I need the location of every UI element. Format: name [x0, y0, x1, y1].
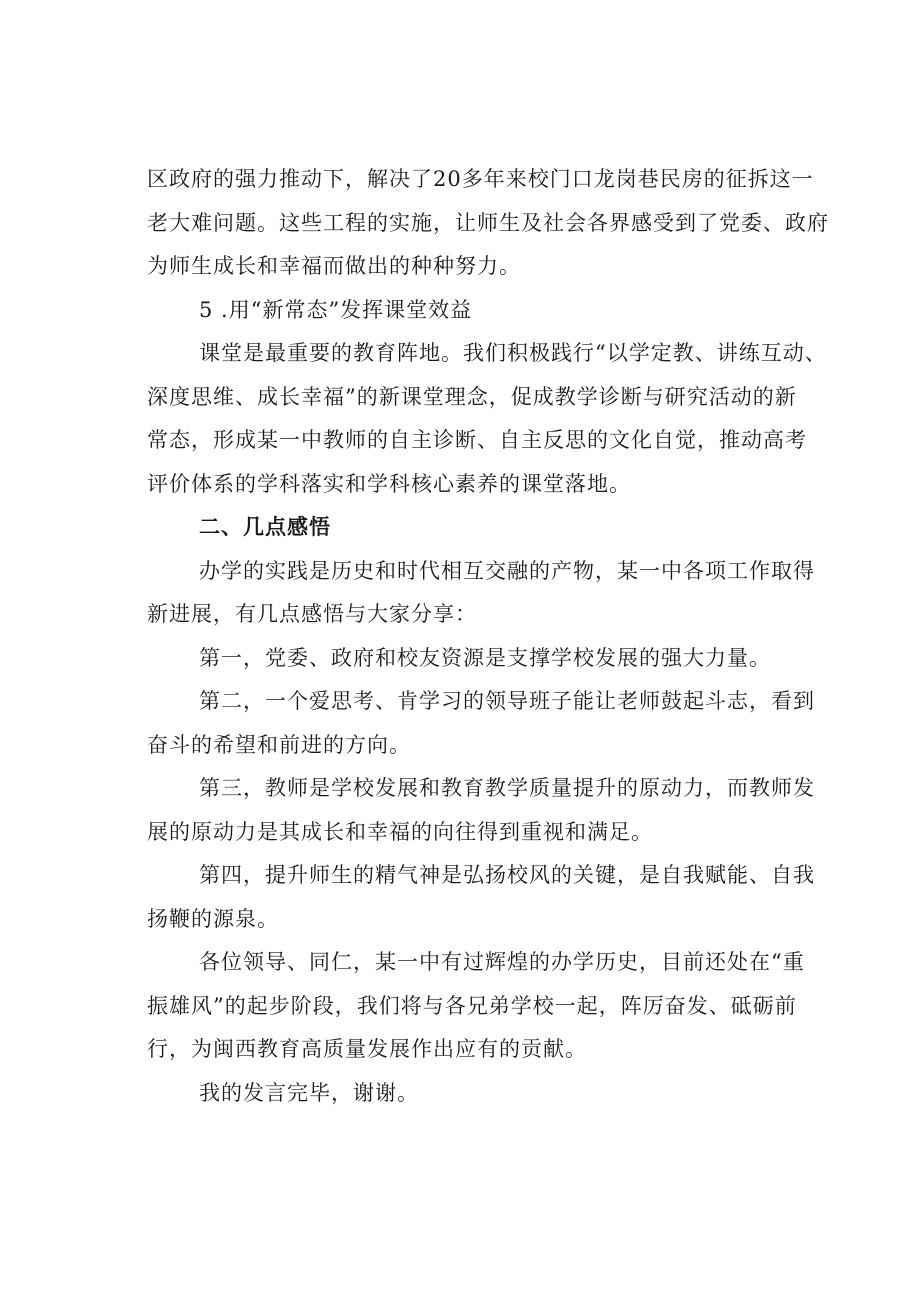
- document-body: [147, 158, 829, 1115]
- paragraph-line: 行，为闽西教育高质量发展作出应有的贡献。: [147, 1037, 587, 1061]
- paragraph-line: 第二，一个爱思考、肯学习的领导班子能让老师鼓起斗志，看到: [199, 689, 815, 713]
- paragraph-line: 老大难问题。这些工程的实施，让师生及社会各界感受到了党委、政府: [147, 210, 829, 235]
- paragraph-line: 展的原动力是其成长和幸福的向往得到重视和满足。: [147, 819, 653, 844]
- paragraph-line: 办学的实践是历史和时代相互交融的产物，某一中各项工作取得: [199, 558, 815, 583]
- paragraph-line: 深度思维、成长幸福”的新课堂理念，促成教学诊断与研究活动的新: [147, 384, 797, 409]
- paragraph-line: 区政府的强力推动下，解决了20多年来校门口龙岗巷民房的征拆这一: [147, 167, 814, 191]
- paragraph-line: 第三，教师是学校发展和教育教学质量提升的原动力，而教师发: [199, 776, 815, 800]
- paragraph-line: 奋斗的希望和前进的方向。: [147, 732, 411, 757]
- paragraph-line: 常态，形成某一中教师的自主诊断、自主反思的文化自觉，推动高考: [147, 428, 807, 452]
- paragraph-line: 各位领导、同仁，某一中有过辉煌的办学历史，目前还处在“重: [199, 950, 805, 974]
- paragraph-line: 振雄风”的起步阶段，我们将与各兄弟学校一起，阵厉奋发、砥砺前: [147, 993, 797, 1018]
- paragraph-line: 课堂是最重要的教育阵地。我们积极践行“以学定教、讲练互动、: [199, 341, 827, 365]
- section-heading: 二、几点感悟: [199, 515, 331, 539]
- paragraph-line: 第四，提升师生的精气神是弘扬校风的关键，是自我赋能、自我: [199, 863, 815, 887]
- closing-line: 我的发言完毕，谢谢。: [199, 1080, 419, 1105]
- paragraph-line: 第一，党委、政府和校友资源是支撑学校发展的强大力量。: [199, 645, 771, 670]
- paragraph-line: 新进展，有几点感悟与大家分享：: [147, 602, 477, 626]
- paragraph-line: 评价体系的学科落实和学科核心素养的课堂落地。: [147, 471, 631, 496]
- paragraph-line: 扬鞭的源泉。: [147, 906, 279, 931]
- paragraph-line: 为师生成长和幸福而做出的种种努力。: [147, 254, 521, 278]
- subsection-heading: 5 .用“新常态”发挥课堂效益: [199, 297, 473, 322]
